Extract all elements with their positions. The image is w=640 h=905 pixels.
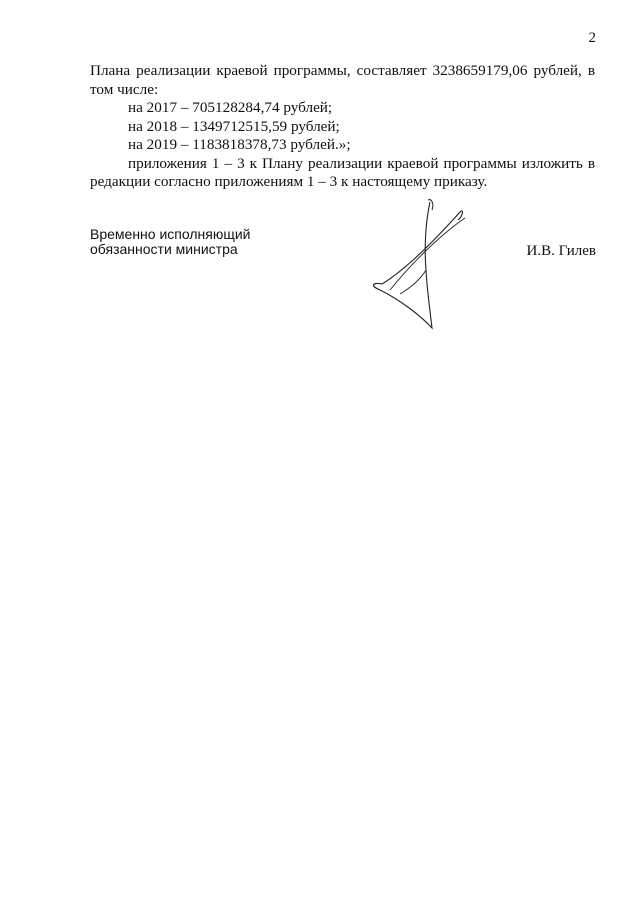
paragraph-total: Плана реализации краевой программы, составляет 3238659179,06 рублей, в том числе:	[90, 62, 595, 98]
signatory-title	[90, 227, 250, 257]
line-2019: на 2019 – 1183818378,73 рублей.»;	[128, 136, 351, 153]
signatory-name: И.В. Гилев	[526, 243, 596, 259]
line-2018: на 2018 – 1349712515,59 рублей;	[128, 117, 340, 135]
document-body	[90, 62, 595, 192]
signatory-title-line2: обязанности министра	[90, 241, 238, 257]
line-2017: на 2017 – 705128284,74 рублей;	[128, 99, 333, 116]
signatory-title-line1: Временно исполняющий	[90, 226, 251, 242]
page-number: 2	[588, 30, 596, 46]
handwritten-signature	[360, 190, 480, 340]
paragraph-appendices: приложения 1 – 3 к Плану реализации краевой программы изложить в редакции согласно приложениям 1 – 3 к настоящему приказу.	[90, 154, 595, 190]
